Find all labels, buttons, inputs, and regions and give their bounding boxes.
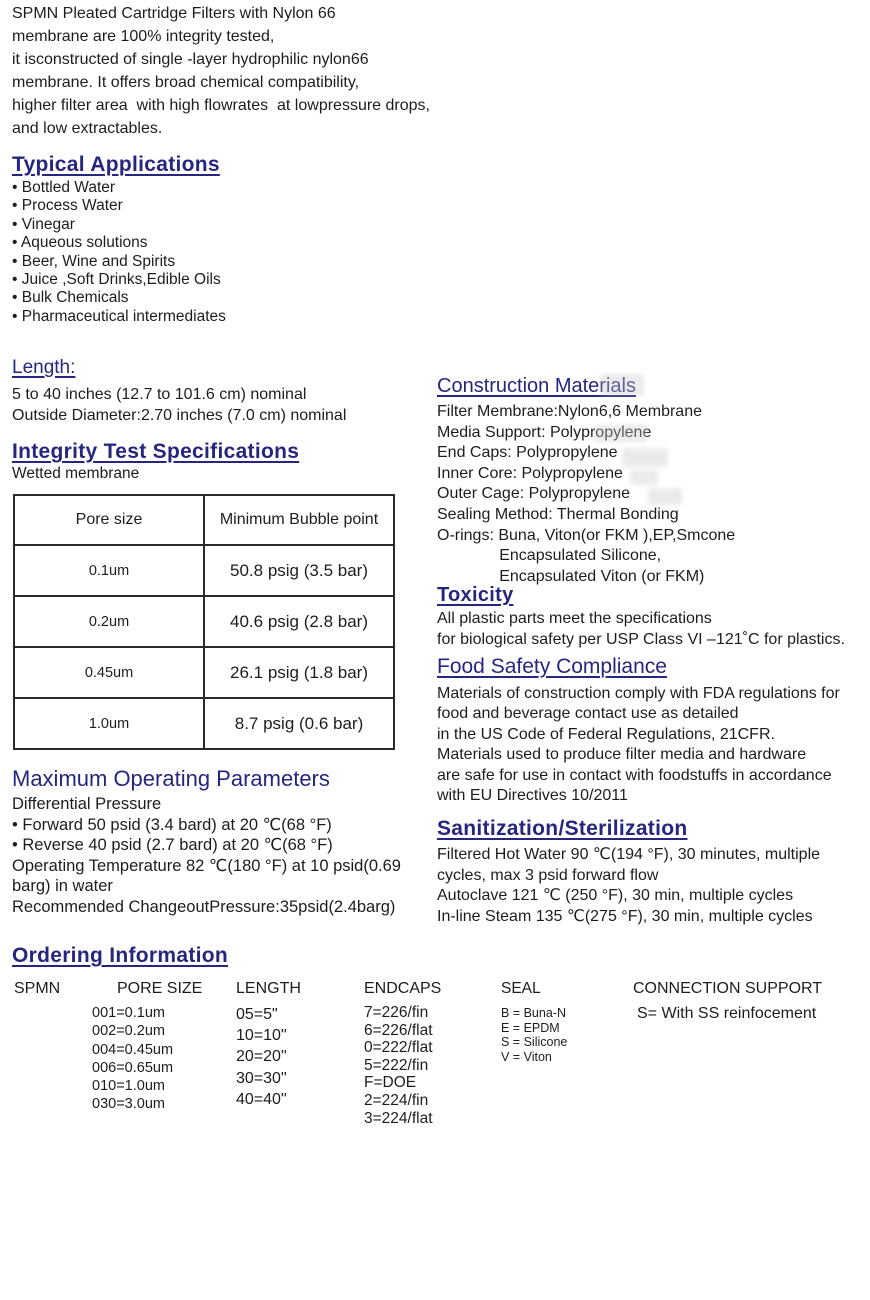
application-item: • Process Water bbox=[12, 197, 123, 215]
intro-line: and low extractables. bbox=[12, 119, 163, 137]
pore-size-code: 010=1.0um bbox=[92, 1078, 165, 1095]
food-safety-line: food and beverage contact use as detailed bbox=[437, 705, 739, 723]
scan-artifact bbox=[600, 374, 644, 396]
endcap-code: F=DOE bbox=[364, 1074, 417, 1092]
construction-line: Media Support: Polypropylene bbox=[437, 423, 652, 441]
application-item: • Bottled Water bbox=[12, 179, 116, 196]
pore-size-cell: 1.0um bbox=[14, 698, 204, 749]
pore-size-code: 001=0.1um bbox=[92, 1005, 165, 1021]
application-item: • Vinegar bbox=[12, 215, 75, 233]
endcap-code: 6=226/flat bbox=[364, 1021, 433, 1039]
connection-support-header: CONNECTION SUPPORT bbox=[633, 980, 823, 997]
seal-column-header: SEAL bbox=[501, 980, 541, 997]
sanitization-line: In-line Steam 135 ℃(275 °F), 30 min, multiple cycles bbox=[437, 907, 813, 925]
endcap-code: 5=222/fin bbox=[364, 1056, 429, 1074]
application-item: • Pharmaceutical intermediates bbox=[12, 307, 226, 325]
food-safety-line: with EU Directives 10/2011 bbox=[437, 787, 628, 805]
endcaps-column-header: ENDCAPS bbox=[364, 980, 442, 997]
connection-support-code: S= With SS reinfocement bbox=[637, 1005, 817, 1022]
construction-line: Outer Cage: Polypropylene bbox=[437, 485, 630, 503]
seal-code: B = Buna-N bbox=[501, 1006, 566, 1020]
table-row bbox=[14, 596, 394, 647]
table-header-row bbox=[14, 495, 394, 545]
length-line: 5 to 40 inches (12.7 to 101.6 cm) nominal bbox=[12, 386, 307, 403]
construction-line: Encapsulated Viton (or FKM) bbox=[437, 567, 705, 585]
length-column-header: LENGTH bbox=[236, 980, 301, 997]
table-row bbox=[14, 698, 394, 749]
toxicity-text bbox=[437, 609, 845, 650]
sanitization-line: Autoclave 121 ℃ (250 °F), 30 min, multiple cycles bbox=[437, 887, 794, 905]
application-item: • Aqueous solutions bbox=[12, 234, 148, 252]
integrity-subtitle: Wetted membrane bbox=[12, 465, 140, 482]
scan-artifact bbox=[622, 448, 668, 467]
pore-size-code: 030=3.0um bbox=[92, 1096, 165, 1113]
pore-size-code: 006=0.65um bbox=[92, 1059, 174, 1076]
construction-materials-heading: Construction Materials bbox=[437, 375, 636, 397]
typical-applications-heading: Typical Applications bbox=[12, 153, 220, 176]
sanitization-text bbox=[437, 845, 820, 927]
construction-line: Inner Core: Polypropylene bbox=[437, 464, 623, 482]
intro-paragraph bbox=[12, 3, 430, 140]
intro-line: membrane. It offers broad chemical compatibility, bbox=[12, 73, 360, 91]
length-code: 40=40" bbox=[236, 1090, 287, 1108]
sanitization-heading: Sanitization/Sterilization bbox=[437, 817, 688, 840]
bubble-point-cell: 50.8 psig (3.5 bar) bbox=[204, 545, 394, 596]
endcap-code: 0=222/flat bbox=[364, 1039, 433, 1057]
food-safety-line: Materials of construction comply with FDA regulations for bbox=[437, 685, 840, 702]
intro-line: it isconstructed of single -layer hydrophilic nylon66 bbox=[12, 50, 369, 68]
endcap-code: 2=224/fin bbox=[364, 1091, 429, 1109]
food-safety-text bbox=[437, 684, 840, 806]
toxicity-heading: Toxicity bbox=[437, 584, 514, 606]
length-heading: Length: bbox=[12, 357, 76, 378]
table-row bbox=[14, 647, 394, 698]
integrity-heading: Integrity Test Specifications bbox=[12, 440, 300, 463]
food-safety-line: Materials used to produce filter media and hardware bbox=[437, 746, 807, 764]
food-safety-line: are safe for use in contact with foodstuffs in accordance bbox=[437, 766, 832, 784]
max-operating-line: • Reverse 40 psid (2.7 bard) at 20 ℃(68 °F) bbox=[12, 836, 333, 855]
length-code: 10=10" bbox=[236, 1027, 287, 1045]
scan-artifact bbox=[630, 470, 658, 485]
bubble-point-cell: 26.1 psig (1.8 bar) bbox=[204, 647, 394, 698]
seal-codes bbox=[501, 1006, 567, 1064]
pore-size-cell: 0.45um bbox=[14, 647, 204, 698]
pore-size-cell: 0.1um bbox=[14, 545, 204, 596]
seal-code: E = EPDM bbox=[501, 1020, 560, 1035]
max-operating-line: • Forward 50 psid (3.4 bard) at 20 ℃(68 °F) bbox=[12, 815, 332, 834]
pore-size-code: 004=0.45um bbox=[92, 1041, 174, 1058]
bubble-point-cell: 40.6 psig (2.8 bar) bbox=[204, 596, 394, 647]
length-text bbox=[12, 384, 346, 426]
pore-size-cell: 0.2um bbox=[14, 596, 204, 647]
construction-line: End Caps: Polypropylene bbox=[437, 444, 618, 462]
max-operating-line: Operating Temperature 82 ℃(180 °F) at 10 psid(0.69 bbox=[12, 856, 401, 875]
seal-code: V = Viton bbox=[501, 1049, 552, 1064]
application-item: • Juice ,Soft Drinks,Edible Oils bbox=[12, 271, 221, 289]
ordering-heading: Ordering Information bbox=[12, 944, 228, 967]
pore-size-column-header: PORE SIZE bbox=[117, 980, 203, 997]
typical-applications-list bbox=[12, 179, 226, 326]
toxicity-line: for biological safety per USP Class VI –121˚C for plastics. bbox=[437, 630, 845, 648]
length-line: Outside Diameter:2.70 inches (7.0 cm) nominal bbox=[12, 407, 347, 424]
ordering-model-code: SPMN bbox=[14, 980, 61, 997]
food-safety-heading: Food Safety Compliance bbox=[437, 655, 667, 678]
length-code: 30=30" bbox=[236, 1069, 287, 1087]
scan-artifact bbox=[648, 488, 682, 505]
intro-line: higher filter area with high flowrates at lowpressure drops, bbox=[12, 96, 430, 114]
length-codes bbox=[236, 1004, 287, 1110]
seal-code: S = Silicone bbox=[501, 1035, 568, 1050]
endcap-code: 7=226/fin bbox=[364, 1004, 429, 1021]
table-row bbox=[14, 545, 394, 596]
construction-line: Filter Membrane:Nylon6,6 Membrane bbox=[437, 403, 702, 420]
scan-artifact bbox=[594, 425, 648, 442]
bubble-point-table bbox=[13, 494, 395, 750]
construction-line: Sealing Method: Thermal Bonding bbox=[437, 505, 679, 523]
sanitization-line: cycles, max 3 psid forward flow bbox=[437, 866, 659, 884]
pore-size-code: 002=0.2um bbox=[92, 1023, 165, 1040]
max-operating-line: barg) in water bbox=[12, 877, 113, 896]
toxicity-line: All plastic parts meet the specifications bbox=[437, 610, 712, 627]
length-code: 20=20" bbox=[236, 1048, 287, 1066]
construction-line: O-rings: Buna, Viton(or FKM ),EP,Smcone bbox=[437, 526, 736, 544]
length-code: 05=5" bbox=[236, 1006, 278, 1023]
endcap-code: 3=224/flat bbox=[364, 1109, 433, 1127]
construction-line: Encapsulated Silicone, bbox=[437, 547, 662, 565]
application-item: • Bulk Chemicals bbox=[12, 289, 129, 307]
bubble-point-cell: 8.7 psig (0.6 bar) bbox=[204, 698, 394, 749]
pore-size-codes bbox=[92, 1004, 173, 1114]
max-operating-text bbox=[12, 794, 401, 918]
food-safety-line: in the US Code of Federal Regulations, 21CFR. bbox=[437, 725, 775, 743]
sanitization-line: Filtered Hot Water 90 ℃(194 °F), 30 minutes, multiple bbox=[437, 846, 821, 863]
intro-line: membrane are 100% integrity tested, bbox=[12, 27, 275, 45]
max-operating-line: Differential Pressure bbox=[12, 795, 162, 813]
bubble-point-header: Minimum Bubble point bbox=[204, 495, 394, 545]
endcap-codes bbox=[364, 1004, 433, 1127]
application-item: • Beer, Wine and Spirits bbox=[12, 252, 176, 270]
max-operating-heading: Maximum Operating Parameters bbox=[12, 766, 330, 791]
intro-line: SPMN Pleated Cartridge Filters with Nylon 66 bbox=[12, 5, 336, 22]
max-operating-line: Recommended ChangeoutPressure:35psid(2.4barg) bbox=[12, 897, 396, 916]
pore-size-header: Pore size bbox=[14, 495, 204, 545]
construction-materials-text bbox=[437, 402, 735, 587]
